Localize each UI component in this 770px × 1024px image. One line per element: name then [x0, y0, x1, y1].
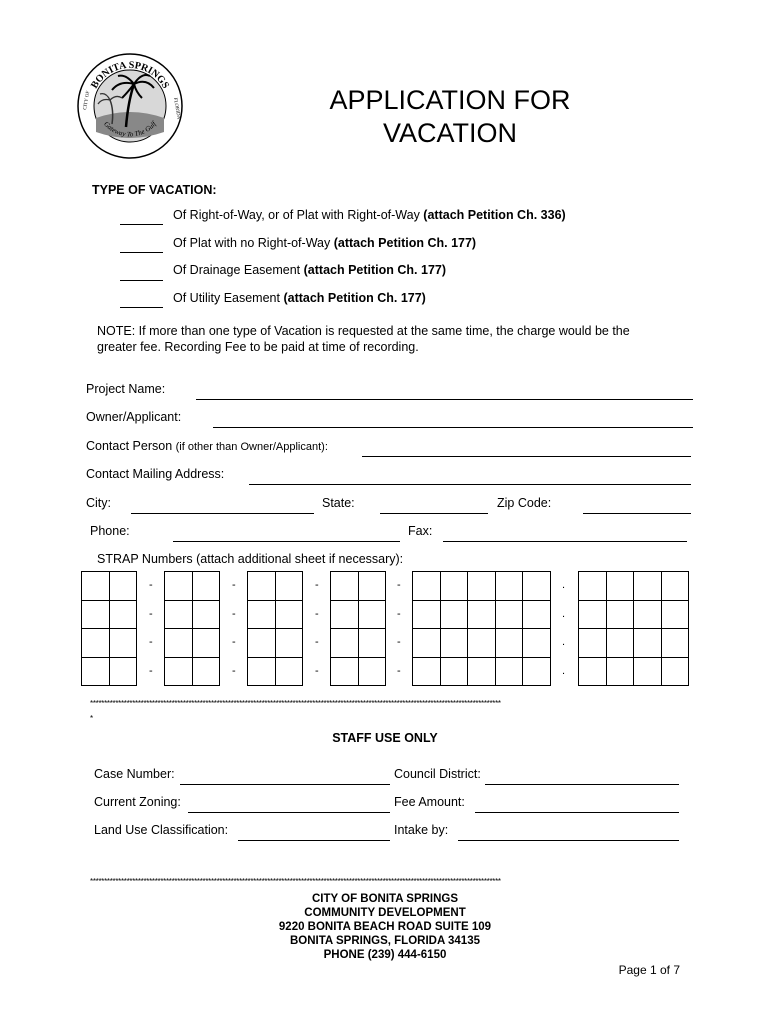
strap-cell[interactable]	[633, 600, 662, 630]
strap-cell[interactable]	[412, 657, 441, 687]
strap-cell[interactable]	[633, 657, 662, 687]
option-1: Of Right-of-Way, or of Plat with Right-of-Way (attach Petition Ch. 336)	[173, 208, 566, 222]
strap-cell[interactable]	[522, 657, 551, 687]
strap-cell[interactable]	[247, 600, 276, 630]
owner-applicant-field[interactable]	[213, 427, 693, 428]
strap-cell[interactable]	[606, 628, 635, 658]
checkbox-line-4[interactable]	[120, 307, 163, 308]
council-district-label: Council District:	[394, 767, 481, 781]
strap-cell[interactable]	[522, 600, 551, 630]
strap-cell[interactable]	[275, 628, 304, 658]
city-field[interactable]	[131, 513, 314, 514]
city-seal-logo	[76, 52, 184, 160]
strap-cell[interactable]	[412, 628, 441, 658]
title-line-2: VACATION	[382, 118, 517, 148]
strap-cell[interactable]	[358, 628, 387, 658]
phone-label: Phone:	[90, 524, 130, 538]
fax-field[interactable]	[443, 541, 687, 542]
intake-by-field[interactable]	[458, 840, 679, 841]
strap-cell[interactable]	[661, 571, 690, 601]
strap-cell[interactable]	[192, 628, 221, 658]
footer-line-5: PHONE (239) 444-6150	[323, 949, 447, 961]
strap-separator: -	[397, 636, 401, 648]
strap-cell[interactable]	[578, 571, 607, 601]
strap-cell[interactable]	[247, 657, 276, 687]
strap-cell[interactable]	[578, 600, 607, 630]
strap-label: STRAP Numbers (attach additional sheet if necessary):	[97, 552, 404, 566]
strap-separator: -	[232, 664, 236, 677]
zip-field[interactable]	[583, 513, 691, 514]
checkbox-line-3[interactable]	[120, 280, 163, 281]
contact-mailing-label: Contact Mailing Address:	[86, 467, 225, 481]
footer-line-3: 9220 BONITA BEACH ROAD SUITE 109	[278, 921, 492, 933]
separator-stars-2: **************************************************************************************************************************************************	[90, 877, 501, 886]
note-line-1: NOTE: If more than one type of Vacation is requested at the same time, the charge would be the	[97, 324, 630, 338]
checkbox-line-2[interactable]	[120, 252, 163, 253]
note-line-2: greater fee. Recording Fee to be paid at time of recording.	[97, 340, 419, 354]
current-zoning-field[interactable]	[188, 812, 390, 813]
fee-amount-field[interactable]	[475, 812, 679, 813]
staff-use-heading: STAFF USE ONLY	[332, 731, 438, 745]
strap-cell[interactable]	[495, 571, 524, 601]
strap-cell[interactable]	[247, 628, 276, 658]
strap-cell[interactable]	[495, 628, 524, 658]
option-2: Of Plat with no Right-of-Way (attach Petition Ch. 177)	[173, 236, 477, 250]
footer-line-2: COMMUNITY DEVELOPMENT	[304, 907, 466, 919]
strap-cell[interactable]	[330, 571, 359, 601]
strap-cell[interactable]	[606, 600, 635, 630]
project-name-label: Project Name:	[86, 382, 166, 396]
strap-cell[interactable]	[522, 628, 551, 658]
strap-separator: -	[315, 607, 319, 620]
contact-mailing-field[interactable]	[249, 484, 691, 485]
option-3: Of Drainage Easement (attach Petition Ch. 177)	[173, 263, 447, 277]
strap-cell[interactable]	[109, 600, 138, 630]
land-use-label: Land Use Classification:	[94, 823, 229, 837]
land-use-field[interactable]	[238, 840, 390, 841]
strap-cell[interactable]	[467, 657, 496, 687]
strap-separator: -	[149, 636, 153, 648]
checkbox-line-1[interactable]	[120, 224, 163, 225]
strap-separator: -	[315, 636, 319, 648]
strap-separator: -	[397, 579, 401, 591]
seal-bottom-text: Gateway To The Gulf	[102, 119, 158, 139]
seal-left-text: CITY OF	[83, 90, 92, 111]
strap-separator: .	[562, 607, 566, 620]
separator-stars-1: **************************************************************************************************************************************************	[90, 699, 501, 708]
phone-field[interactable]	[173, 541, 400, 542]
strap-cell[interactable]	[467, 600, 496, 630]
case-number-label: Case Number:	[94, 767, 175, 781]
state-label: State:	[322, 496, 355, 510]
strap-cell[interactable]	[467, 571, 496, 601]
strap-cell[interactable]	[275, 571, 304, 601]
strap-separator: .	[562, 664, 566, 677]
seal-top-text: BONITA SPRINGS	[89, 59, 171, 91]
page-number: Page 1 of 7	[618, 963, 680, 977]
strap-cell[interactable]	[358, 600, 387, 630]
strap-cell[interactable]	[633, 571, 662, 601]
option-4: Of Utility Easement (attach Petition Ch. 177)	[173, 291, 426, 305]
strap-cell[interactable]	[522, 571, 551, 601]
strap-cell[interactable]	[275, 657, 304, 687]
strap-separator: -	[397, 664, 401, 677]
strap-cell[interactable]	[164, 657, 193, 687]
strap-separator: .	[562, 579, 566, 591]
title-line-1: APPLICATION FOR	[329, 85, 571, 115]
separator-stars-tail: *	[90, 714, 94, 723]
strap-cell[interactable]	[164, 628, 193, 658]
intake-by-label: Intake by:	[394, 823, 449, 837]
fax-label: Fax:	[408, 524, 433, 538]
project-name-field[interactable]	[196, 399, 693, 400]
strap-cell[interactable]	[81, 571, 110, 601]
strap-cell[interactable]	[81, 628, 110, 658]
strap-cell[interactable]	[109, 657, 138, 687]
strap-separator: -	[232, 607, 236, 620]
seal-right-text: FLORIDA	[172, 97, 181, 120]
contact-person-label: Contact Person (if other than Owner/Applicant):	[86, 439, 328, 453]
strap-cell[interactable]	[661, 600, 690, 630]
city-label: City:	[86, 496, 111, 510]
strap-cell[interactable]	[578, 657, 607, 687]
strap-cell[interactable]	[81, 657, 110, 687]
strap-separator: -	[232, 636, 236, 648]
strap-cell[interactable]	[633, 628, 662, 658]
strap-separator: -	[315, 579, 319, 591]
case-number-field[interactable]	[180, 784, 390, 785]
strap-cell[interactable]	[440, 571, 469, 601]
strap-cell[interactable]	[467, 628, 496, 658]
strap-cell[interactable]	[81, 600, 110, 630]
strap-cell[interactable]	[247, 571, 276, 601]
strap-cell[interactable]	[606, 571, 635, 601]
strap-cell[interactable]	[330, 628, 359, 658]
strap-cell[interactable]	[412, 571, 441, 601]
contact-person-field[interactable]	[362, 456, 691, 457]
fee-amount-label: Fee Amount:	[394, 795, 465, 809]
strap-cell[interactable]	[164, 600, 193, 630]
strap-cell[interactable]	[440, 600, 469, 630]
strap-cell[interactable]	[358, 571, 387, 601]
type-of-vacation-heading: TYPE OF VACATION:	[92, 183, 217, 197]
strap-cell[interactable]	[109, 571, 138, 601]
strap-cell[interactable]	[661, 657, 690, 687]
strap-cell[interactable]	[192, 571, 221, 601]
footer-line-4: BONITA SPRINGS, FLORIDA 34135	[290, 935, 480, 947]
current-zoning-label: Current Zoning:	[94, 795, 181, 809]
council-district-field[interactable]	[485, 784, 679, 785]
strap-cell[interactable]	[495, 657, 524, 687]
strap-cell[interactable]	[275, 600, 304, 630]
strap-cell[interactable]	[495, 600, 524, 630]
state-field[interactable]	[380, 513, 488, 514]
strap-cell[interactable]	[606, 657, 635, 687]
strap-cell[interactable]	[412, 600, 441, 630]
owner-applicant-label: Owner/Applicant:	[86, 410, 182, 424]
strap-cell[interactable]	[330, 657, 359, 687]
strap-separator: -	[232, 579, 236, 591]
strap-separator: -	[149, 579, 153, 591]
strap-cell[interactable]	[109, 628, 138, 658]
strap-separator: -	[315, 664, 319, 677]
strap-cell[interactable]	[192, 657, 221, 687]
strap-separator: -	[397, 607, 401, 620]
strap-separator: -	[149, 607, 153, 620]
strap-cell[interactable]	[330, 600, 359, 630]
strap-cell[interactable]	[578, 628, 607, 658]
strap-separator: -	[149, 664, 153, 677]
strap-cell[interactable]	[358, 657, 387, 687]
strap-cell[interactable]	[440, 628, 469, 658]
strap-cell[interactable]	[164, 571, 193, 601]
strap-cell[interactable]	[192, 600, 221, 630]
strap-separator: .	[562, 636, 566, 648]
strap-cell[interactable]	[440, 657, 469, 687]
strap-cell[interactable]	[661, 628, 690, 658]
zip-label: Zip Code:	[497, 496, 552, 510]
footer-line-1: CITY OF BONITA SPRINGS	[311, 893, 459, 905]
